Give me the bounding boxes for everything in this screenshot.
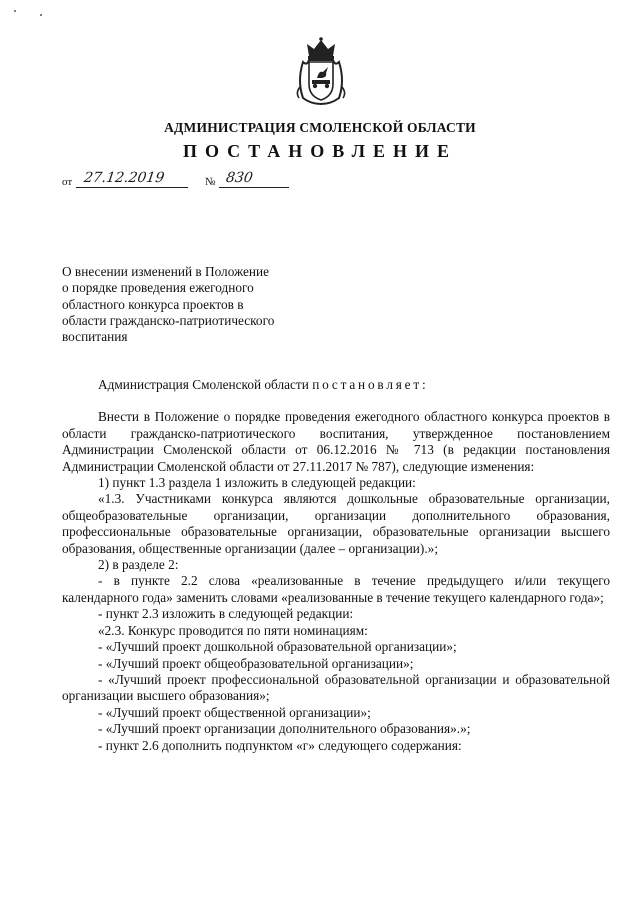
subject-line: о порядке проведения ежегодного: [62, 280, 254, 296]
number-underline: [219, 187, 289, 188]
date-from-label: от: [62, 176, 73, 188]
handwritten-number: 830: [224, 170, 254, 186]
scan-speck: [14, 10, 16, 12]
body-paragraph: «2.3. Конкурс проводится по пяти номинациям:: [98, 622, 368, 638]
body-paragraph: - «Лучший проект дошкольной образовательной организации»;: [98, 639, 457, 655]
body-paragraph: 1) пункт 1.3 раздела 1 изложить в следующей редакции:: [98, 475, 416, 491]
preamble-verb: постановляет:: [312, 377, 429, 392]
body-paragraph: - «Лучший проект общественной организации»;: [98, 704, 371, 720]
subject-line: О внесении изменений в Положение: [62, 264, 270, 279]
document-type-title: ПОСТАНОВЛЕНИЕ: [182, 141, 458, 161]
body-paragraph: - пункт 2.6 дополнить подпунктом «г» следующего содержания:: [98, 737, 462, 753]
organization-name: АДМИНИСТРАЦИЯ СМОЛЕНСКОЙ ОБЛАСТИ: [164, 120, 476, 135]
subject-line: воспитания: [62, 329, 128, 345]
body-paragraph: - «Лучший проект общеобразовательной организации»;: [98, 655, 414, 671]
document-subject: [62, 264, 305, 345]
scan-speck: [40, 14, 42, 16]
body-paragraph: Внести в Положение о порядке проведения ежегодного областного конкурса проектов в области гражданско-патриотического воспитания, утвержденное постановлением Администрации Смоленской области от 06.12.2016 № 713 (в редакции постановления Администрации Смоленской области от 27.11.2017 № 787), следующие изменения:: [62, 409, 610, 474]
preamble-text: Администрация Смоленской области: [98, 377, 313, 392]
number-label: №: [205, 176, 216, 188]
body-paragraph: - в пункте 2.2 слова «реализованные в течение предыдущего и/или текущего календарного года» заменить словами «реализованные в течение текущего календарного года»;: [62, 573, 610, 605]
preamble: [62, 377, 610, 393]
date-underline: [76, 187, 188, 188]
body-paragraph: «1.3. Участниками конкурса являются дошкольные образовательные организации, общеобразовательные организации, организации дополнительного образования, профессиональные образовательные организации, образовательные организации высшего образования, общественные организации (далее – организации).»;: [62, 491, 610, 556]
body-paragraph: - «Лучший проект профессиональной образовательной организации и образовательной организации высшего образования»;: [62, 671, 610, 704]
body-paragraph: - «Лучший проект организации дополнительного образования».»;: [98, 721, 471, 737]
body-paragraph: - пункт 2.3 изложить в следующей редакции:: [98, 606, 354, 622]
body-paragraph: 2) в разделе 2:: [98, 557, 179, 573]
handwritten-date: 27.12.2019: [82, 170, 166, 186]
subject-line: областного конкурса проектов в: [62, 296, 244, 312]
coat-of-arms-emblem: [293, 36, 349, 106]
subject-line: области гражданско-патриотического: [62, 312, 275, 328]
document-body: [62, 377, 610, 754]
